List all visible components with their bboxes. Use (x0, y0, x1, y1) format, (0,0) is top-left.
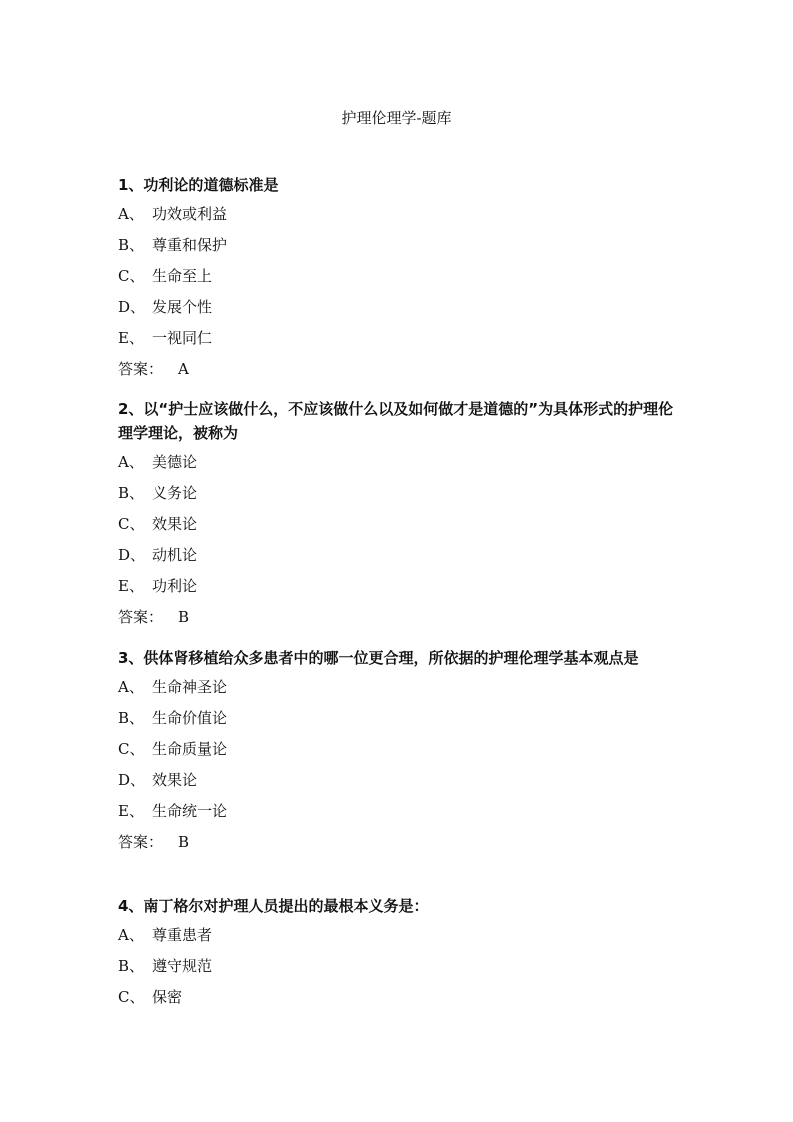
option-letter: C、 (118, 988, 145, 1006)
option-letter: C、 (118, 267, 145, 285)
option-text: 生命统一论 (152, 802, 228, 820)
question-stem: 3、供体肾移植给众多患者中的哪一位更合理，所依据的护理伦理学基本观点是 (118, 649, 639, 667)
answer-label: 答案： (118, 360, 164, 378)
option-b (118, 478, 678, 509)
option-letter: D、 (118, 298, 146, 316)
option-c (118, 509, 678, 540)
option-letter: D、 (118, 771, 146, 789)
option-letter: A、 (118, 926, 144, 944)
option-text: 尊重和保护 (152, 236, 228, 254)
answer (118, 354, 678, 385)
option-text: 美德论 (152, 453, 198, 471)
option-text: 生命神圣论 (152, 678, 228, 696)
option-letter: A、 (118, 678, 144, 696)
option-e (118, 796, 678, 827)
option-text: 尊重患者 (152, 926, 213, 944)
option-text: 生命质量论 (152, 740, 228, 758)
option-letter: B、 (118, 957, 145, 975)
question-stem: 1、功利论的道德标准是 (118, 176, 279, 194)
answer-label: 答案： (118, 833, 164, 851)
option-letter: E、 (118, 329, 144, 347)
answer-value: B (178, 833, 190, 851)
option-text: 生命价值论 (152, 709, 228, 727)
option-text: 发展个性 (152, 298, 213, 316)
option-letter: E、 (118, 802, 144, 820)
option-letter: B、 (118, 709, 145, 727)
page-title: 护理伦理学-题库 (341, 109, 452, 127)
option-c (118, 261, 678, 292)
question-3 (118, 646, 678, 858)
option-letter: A、 (118, 205, 144, 223)
question-1 (118, 173, 678, 385)
question-4 (118, 894, 678, 1013)
option-letter: D、 (118, 546, 146, 564)
option-c (118, 982, 678, 1013)
option-a (118, 447, 678, 478)
answer (118, 827, 678, 858)
option-text: 一视同仁 (152, 329, 213, 347)
option-a (118, 199, 678, 230)
answer-value: B (178, 608, 190, 626)
option-text: 生命至上 (152, 267, 213, 285)
option-text: 保密 (152, 988, 183, 1006)
option-text: 遵守规范 (152, 957, 213, 975)
option-b (118, 230, 678, 261)
option-a (118, 920, 678, 951)
question-2 (118, 397, 678, 633)
option-letter: C、 (118, 740, 145, 758)
answer-label: 答案： (118, 608, 164, 626)
answer-value: A (178, 360, 189, 378)
option-letter: C、 (118, 515, 145, 533)
option-text: 功效或利益 (152, 205, 228, 223)
option-text: 动机论 (152, 546, 198, 564)
option-text: 功利论 (152, 577, 198, 595)
option-e (118, 323, 678, 354)
option-a (118, 672, 678, 703)
option-b (118, 703, 678, 734)
option-d (118, 540, 678, 571)
option-text: 效果论 (152, 771, 198, 789)
option-e (118, 571, 678, 602)
option-text: 义务论 (152, 484, 198, 502)
answer (118, 602, 678, 633)
question-stem: 2、以“护士应该做什么，不应该做什么以及如何做才是道德的”为具体形式的护理伦理学理论，被称为 (118, 400, 674, 442)
option-letter: B、 (118, 236, 145, 254)
option-letter: B、 (118, 484, 145, 502)
option-b (118, 951, 678, 982)
option-letter: A、 (118, 453, 144, 471)
option-c (118, 734, 678, 765)
option-d (118, 292, 678, 323)
option-text: 效果论 (152, 515, 198, 533)
question-stem: 4、南丁格尔对护理人员提出的最根本义务是： (118, 897, 429, 915)
option-d (118, 765, 678, 796)
option-letter: E、 (118, 577, 144, 595)
